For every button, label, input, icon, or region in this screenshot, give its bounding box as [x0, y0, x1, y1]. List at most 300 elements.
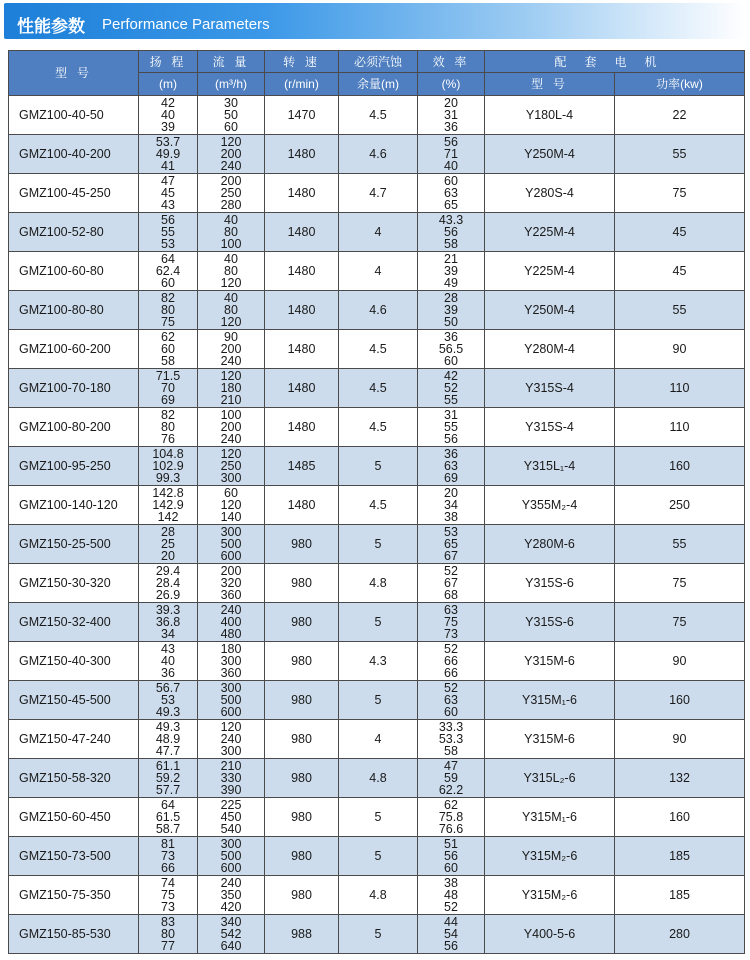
cell-flow-value: 480	[220, 627, 242, 641]
cell-head-value: 36.8	[155, 615, 181, 629]
cell-flow-value: 540	[220, 822, 242, 836]
cell-head-value: 80	[161, 303, 175, 317]
cell-eff-value: 69	[444, 471, 458, 485]
cell-head-value: 49.3	[155, 705, 181, 719]
cell-motor-power: 90	[615, 642, 745, 681]
cell-speed: 1480	[265, 174, 339, 213]
cell-motor-model: Y315S-4	[485, 408, 615, 447]
cell-head-value: 82	[161, 291, 175, 305]
cell-flow-value: 240	[220, 732, 242, 746]
cell-eff	[418, 96, 485, 135]
cell-flow-value: 640	[220, 939, 242, 953]
cell-head-value: 99.3	[155, 471, 181, 485]
cell-head-value: 40	[161, 654, 175, 668]
cell-head-value: 69	[161, 393, 175, 407]
banner-title-zh: 性能参数	[17, 17, 85, 37]
cell-flow-value: 300	[220, 525, 242, 539]
cell-flow-value: 100	[220, 237, 242, 251]
cell-head	[139, 759, 198, 798]
cell-eff-value: 56	[444, 225, 458, 239]
cell-speed: 980	[265, 876, 339, 915]
cell-model: GMZ100-80-200	[9, 408, 139, 447]
cell-flow-value: 250	[220, 186, 242, 200]
cell-eff	[418, 486, 485, 525]
cell-head-value: 56.7	[155, 681, 181, 695]
cell-flow-value: 240	[220, 159, 242, 173]
cell-speed: 1480	[265, 135, 339, 174]
cell-eff-value: 58	[444, 237, 458, 251]
cell-motor-model: Y315M₁-6	[485, 681, 615, 720]
cell-eff-value: 63	[444, 186, 458, 200]
cell-motor-power: 55	[615, 291, 745, 330]
cell-motor-model: Y315S-4	[485, 369, 615, 408]
cell-speed: 1480	[265, 369, 339, 408]
cell-head-value: 28.4	[155, 576, 181, 590]
cell-speed: 980	[265, 642, 339, 681]
cell-motor-model: Y280S-4	[485, 174, 615, 213]
cell-flow-value: 120	[220, 315, 242, 329]
cell-head-value: 66	[161, 861, 175, 875]
cell-flow-value: 40	[224, 252, 238, 266]
header-npsh: 必须汽蚀	[339, 51, 418, 73]
cell-eff-value: 52	[444, 681, 458, 695]
cell-motor-power: 55	[615, 525, 745, 564]
cell-head-value: 80	[161, 420, 175, 434]
cell-flow-value: 120	[220, 369, 242, 383]
cell-eff-value: 44	[444, 915, 458, 929]
cell-model: GMZ150-58-320	[9, 759, 139, 798]
cell-eff-value: 63	[444, 459, 458, 473]
cell-npsh: 4.3	[339, 642, 418, 681]
cell-eff-value: 42	[444, 369, 458, 383]
cell-model: GMZ100-60-200	[9, 330, 139, 369]
cell-eff-value: 31	[444, 408, 458, 422]
cell-npsh: 4.5	[339, 369, 418, 408]
table-row	[9, 525, 745, 564]
cell-motor-power: 75	[615, 174, 745, 213]
cell-eff-value: 75	[444, 615, 458, 629]
cell-head	[139, 486, 198, 525]
cell-head	[139, 837, 198, 876]
header-speed-unit: (r/min)	[265, 73, 339, 96]
cell-eff-value: 40	[444, 159, 458, 173]
cell-motor-power: 90	[615, 330, 745, 369]
cell-speed: 980	[265, 681, 339, 720]
table-row	[9, 798, 745, 837]
cell-eff-value: 58	[444, 744, 458, 758]
cell-eff	[418, 720, 485, 759]
header-model: 型 号	[9, 51, 139, 96]
cell-head-value: 41	[161, 159, 175, 173]
table-row	[9, 96, 745, 135]
cell-head	[139, 447, 198, 486]
cell-eff-value: 71	[444, 147, 458, 161]
cell-flow-value: 280	[220, 198, 242, 212]
cell-motor-power: 22	[615, 96, 745, 135]
cell-motor-power: 55	[615, 135, 745, 174]
cell-head-value: 36	[161, 666, 175, 680]
table-row	[9, 915, 745, 954]
cell-eff-value: 38	[444, 876, 458, 890]
cell-eff-value: 55	[444, 393, 458, 407]
cell-motor-model: Y250M-4	[485, 291, 615, 330]
table-row	[9, 174, 745, 213]
cell-head-value: 80	[161, 927, 175, 941]
cell-head-value: 53	[161, 693, 175, 707]
cell-head-value: 64	[161, 252, 175, 266]
cell-flow-value: 200	[220, 147, 242, 161]
cell-flow-value: 200	[220, 564, 242, 578]
cell-model: GMZ100-70-180	[9, 369, 139, 408]
header-flow: 流 量	[198, 51, 265, 73]
cell-eff	[418, 915, 485, 954]
cell-motor-power: 132	[615, 759, 745, 798]
cell-head-value: 49.9	[155, 147, 181, 161]
cell-eff-value: 28	[444, 291, 458, 305]
cell-eff	[418, 330, 485, 369]
cell-speed: 1480	[265, 330, 339, 369]
cell-head-value: 62	[161, 330, 175, 344]
cell-motor-model: Y225M-4	[485, 213, 615, 252]
cell-motor-power: 110	[615, 408, 745, 447]
cell-eff-value: 52	[444, 564, 458, 578]
cell-head	[139, 291, 198, 330]
cell-npsh: 4.5	[339, 96, 418, 135]
cell-npsh: 4.5	[339, 408, 418, 447]
cell-eff	[418, 642, 485, 681]
table-row	[9, 837, 745, 876]
cell-eff-value: 56	[444, 939, 458, 953]
cell-eff-value: 65	[444, 537, 458, 551]
cell-head	[139, 525, 198, 564]
cell-head-value: 59.2	[155, 771, 181, 785]
cell-motor-model: Y315M₂-6	[485, 876, 615, 915]
cell-head-value: 142.9	[152, 498, 184, 512]
table-row	[9, 486, 745, 525]
cell-head-value: 57.7	[155, 783, 181, 797]
cell-head-value: 75	[161, 315, 175, 329]
cell-eff	[418, 291, 485, 330]
cell-head	[139, 681, 198, 720]
cell-head-value: 26.9	[155, 588, 181, 602]
cell-npsh: 5	[339, 603, 418, 642]
cell-motor-model: Y315M-6	[485, 642, 615, 681]
cell-flow-value: 90	[224, 330, 238, 344]
cell-head-value: 29.4	[155, 564, 181, 578]
cell-flow-value: 300	[220, 471, 242, 485]
cell-head	[139, 720, 198, 759]
cell-head	[139, 876, 198, 915]
cell-head-value: 75	[161, 888, 175, 902]
cell-head-value: 39	[161, 120, 175, 134]
cell-eff	[418, 447, 485, 486]
cell-flow	[198, 837, 265, 876]
cell-eff-value: 39	[444, 264, 458, 278]
cell-eff-value: 52	[444, 642, 458, 656]
cell-motor-model: Y225M-4	[485, 252, 615, 291]
cell-head-value: 40	[161, 108, 175, 122]
cell-head-value: 53	[161, 237, 175, 251]
cell-npsh: 4.7	[339, 174, 418, 213]
cell-head-value: 70	[161, 381, 175, 395]
header-eff-unit: (%)	[418, 73, 485, 96]
cell-flow-value: 240	[220, 354, 242, 368]
cell-flow	[198, 174, 265, 213]
header-npsh-unit: 余量(m)	[339, 73, 418, 96]
cell-eff	[418, 408, 485, 447]
cell-eff-value: 66	[444, 654, 458, 668]
cell-eff-value: 53.3	[438, 732, 464, 746]
cell-eff-value: 59	[444, 771, 458, 785]
cell-motor-power: 160	[615, 447, 745, 486]
cell-motor-power: 185	[615, 837, 745, 876]
cell-motor-power: 250	[615, 486, 745, 525]
cell-npsh: 4.5	[339, 486, 418, 525]
cell-head-value: 34	[161, 627, 175, 641]
cell-flow-value: 140	[220, 510, 242, 524]
cell-eff-value: 52	[444, 900, 458, 914]
cell-npsh: 4.8	[339, 564, 418, 603]
cell-flow	[198, 759, 265, 798]
cell-model: GMZ100-140-120	[9, 486, 139, 525]
cell-eff	[418, 525, 485, 564]
table-row	[9, 291, 745, 330]
cell-flow-value: 200	[220, 342, 242, 356]
cell-head-value: 81	[161, 837, 175, 851]
cell-eff	[418, 174, 485, 213]
cell-flow-value: 80	[224, 264, 238, 278]
table-row	[9, 252, 745, 291]
cell-eff-value: 62.2	[438, 783, 464, 797]
cell-head-value: 58.7	[155, 822, 181, 836]
cell-eff	[418, 681, 485, 720]
cell-eff-value: 56	[444, 432, 458, 446]
cell-eff-value: 75.8	[438, 810, 464, 824]
cell-motor-model: Y315S-6	[485, 603, 615, 642]
cell-eff-value: 38	[444, 510, 458, 524]
cell-speed: 988	[265, 915, 339, 954]
table-row	[9, 720, 745, 759]
cell-eff-value: 55	[444, 420, 458, 434]
cell-head	[139, 174, 198, 213]
cell-flow	[198, 369, 265, 408]
cell-eff	[418, 759, 485, 798]
cell-flow-value: 500	[220, 537, 242, 551]
cell-eff	[418, 876, 485, 915]
cell-flow-value: 500	[220, 849, 242, 863]
cell-head-value: 61.1	[155, 759, 181, 773]
cell-flow-value: 60	[224, 120, 238, 134]
cell-motor-model: Y400-5-6	[485, 915, 615, 954]
cell-flow-value: 225	[220, 798, 242, 812]
cell-flow	[198, 798, 265, 837]
cell-motor-power: 45	[615, 252, 745, 291]
cell-flow	[198, 720, 265, 759]
cell-model: GMZ150-60-450	[9, 798, 139, 837]
cell-motor-model: Y280M-4	[485, 330, 615, 369]
cell-eff-value: 63	[444, 693, 458, 707]
cell-eff-value: 53	[444, 525, 458, 539]
cell-head	[139, 96, 198, 135]
cell-head-value: 142	[157, 510, 179, 524]
cell-eff	[418, 213, 485, 252]
cell-eff-value: 20	[444, 486, 458, 500]
table-row	[9, 642, 745, 681]
cell-model: GMZ100-40-200	[9, 135, 139, 174]
cell-eff-value: 48	[444, 888, 458, 902]
cell-motor-model: Y315L₁-4	[485, 447, 615, 486]
cell-flow-value: 450	[220, 810, 242, 824]
cell-npsh: 5	[339, 525, 418, 564]
cell-flow-value: 350	[220, 888, 242, 902]
cell-flow-value: 420	[220, 900, 242, 914]
cell-eff	[418, 798, 485, 837]
cell-model: GMZ150-85-530	[9, 915, 139, 954]
cell-head-value: 61.5	[155, 810, 181, 824]
cell-flow-value: 240	[220, 432, 242, 446]
cell-flow	[198, 603, 265, 642]
cell-motor-model: Y355M₂-4	[485, 486, 615, 525]
cell-eff	[418, 603, 485, 642]
cell-flow	[198, 642, 265, 681]
cell-motor-power: 90	[615, 720, 745, 759]
cell-head-value: 53.7	[155, 135, 181, 149]
cell-speed: 980	[265, 759, 339, 798]
cell-eff-value: 36	[444, 447, 458, 461]
header-motor: 配套电机	[485, 51, 745, 73]
cell-eff	[418, 252, 485, 291]
cell-flow-value: 200	[220, 420, 242, 434]
cell-head	[139, 369, 198, 408]
cell-npsh: 4.5	[339, 330, 418, 369]
cell-speed: 1480	[265, 252, 339, 291]
cell-model: GMZ150-47-240	[9, 720, 139, 759]
cell-head-value: 28	[161, 525, 175, 539]
cell-npsh: 4.8	[339, 759, 418, 798]
cell-eff-value: 76.6	[438, 822, 464, 836]
table-row	[9, 447, 745, 486]
cell-flow-value: 50	[224, 108, 238, 122]
cell-head-value: 43	[161, 198, 175, 212]
cell-flow-value: 40	[224, 213, 238, 227]
cell-head-value: 55	[161, 225, 175, 239]
cell-head-value: 39.3	[155, 603, 181, 617]
cell-eff-value: 51	[444, 837, 458, 851]
cell-head-value: 25	[161, 537, 175, 551]
cell-motor-model: Y315M₂-6	[485, 837, 615, 876]
cell-flow-value: 320	[220, 576, 242, 590]
cell-model: GMZ150-73-500	[9, 837, 139, 876]
cell-flow-value: 300	[220, 837, 242, 851]
cell-eff-value: 67	[444, 549, 458, 563]
cell-flow-value: 360	[220, 666, 242, 680]
header-head-unit: (m)	[139, 73, 198, 96]
cell-npsh: 5	[339, 681, 418, 720]
cell-npsh: 4	[339, 252, 418, 291]
cell-flow-value: 100	[220, 408, 242, 422]
cell-head-value: 74	[161, 876, 175, 890]
table-row	[9, 681, 745, 720]
cell-flow	[198, 252, 265, 291]
cell-flow-value: 240	[220, 603, 242, 617]
cell-model: GMZ150-40-300	[9, 642, 139, 681]
cell-head-value: 102.9	[152, 459, 184, 473]
cell-eff-value: 21	[444, 252, 458, 266]
cell-head	[139, 915, 198, 954]
cell-head-value: 20	[161, 549, 175, 563]
table-row	[9, 564, 745, 603]
header-flow-unit: (m³/h)	[198, 73, 265, 96]
cell-eff-value: 56	[444, 849, 458, 863]
table-row	[9, 759, 745, 798]
cell-flow-value: 180	[220, 642, 242, 656]
cell-speed: 1480	[265, 291, 339, 330]
cell-model: GMZ100-52-80	[9, 213, 139, 252]
cell-flow-value: 390	[220, 783, 242, 797]
cell-flow	[198, 330, 265, 369]
cell-flow	[198, 486, 265, 525]
cell-model: GMZ150-25-500	[9, 525, 139, 564]
cell-flow-value: 80	[224, 225, 238, 239]
cell-head	[139, 642, 198, 681]
cell-motor-power: 160	[615, 798, 745, 837]
cell-eff-value: 36	[444, 330, 458, 344]
cell-flow	[198, 447, 265, 486]
cell-eff	[418, 837, 485, 876]
cell-motor-power: 185	[615, 876, 745, 915]
cell-head-value: 49.3	[155, 720, 181, 734]
cell-head	[139, 135, 198, 174]
cell-flow-value: 300	[220, 681, 242, 695]
cell-eff-value: 60	[444, 354, 458, 368]
cell-npsh: 4	[339, 213, 418, 252]
cell-eff-value: 56.5	[438, 342, 464, 356]
cell-flow-value: 120	[220, 498, 242, 512]
cell-eff-value: 62	[444, 798, 458, 812]
cell-head-value: 73	[161, 849, 175, 863]
cell-flow-value: 40	[224, 291, 238, 305]
cell-npsh: 5	[339, 837, 418, 876]
cell-eff-value: 34	[444, 498, 458, 512]
cell-flow	[198, 876, 265, 915]
header-head: 扬 程	[139, 51, 198, 73]
cell-head-value: 83	[161, 915, 175, 929]
cell-flow-value: 330	[220, 771, 242, 785]
cell-speed: 980	[265, 525, 339, 564]
cell-speed: 1480	[265, 486, 339, 525]
cell-eff	[418, 564, 485, 603]
cell-eff-value: 20	[444, 96, 458, 110]
cell-eff	[418, 135, 485, 174]
cell-head	[139, 252, 198, 291]
cell-flow-value: 360	[220, 588, 242, 602]
cell-flow-value: 30	[224, 96, 238, 110]
cell-motor-model: Y315L₂-6	[485, 759, 615, 798]
table-row	[9, 135, 745, 174]
cell-speed: 980	[265, 564, 339, 603]
cell-flow-value: 240	[220, 876, 242, 890]
cell-model: GMZ150-45-500	[9, 681, 139, 720]
table-row	[9, 369, 745, 408]
cell-flow-value: 120	[220, 276, 242, 290]
cell-eff-value: 63	[444, 603, 458, 617]
cell-motor-model: Y180L-4	[485, 96, 615, 135]
cell-motor-model: Y250M-4	[485, 135, 615, 174]
cell-speed: 1485	[265, 447, 339, 486]
cell-npsh: 4.6	[339, 291, 418, 330]
cell-flow-value: 300	[220, 744, 242, 758]
banner-title-en: Performance Parameters	[102, 16, 270, 33]
